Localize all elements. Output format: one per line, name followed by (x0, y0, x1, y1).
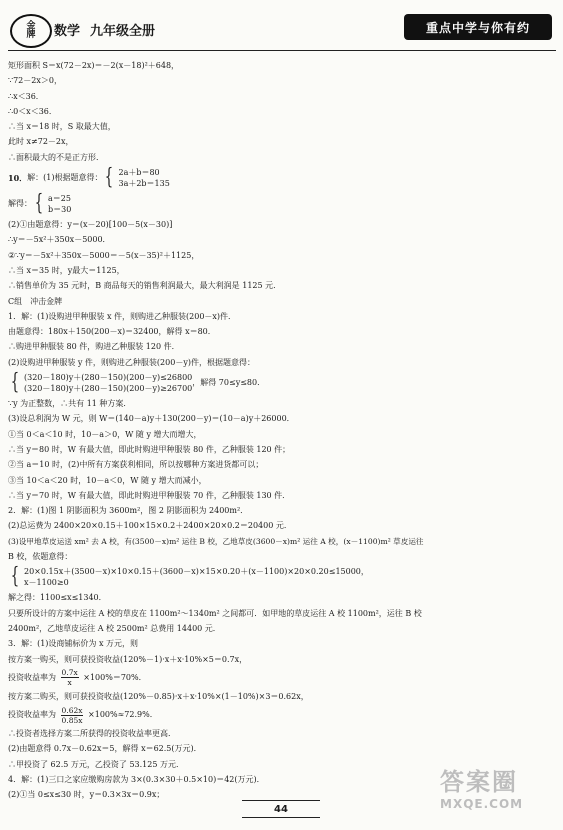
subject-label: 数学 (54, 24, 81, 39)
text-line: (2)设购进甲种服装 y 件，则购进乙种服装(200－y)件，根据题意得： (8, 357, 255, 367)
text-line: ∴当 y＝70 时，W 有最大值，即此时购进甲种服装 70 件，乙种服装 130 件． (8, 490, 291, 500)
logo-text: 金 牌 (26, 21, 36, 40)
equation: 2a＋b＝80 (118, 168, 160, 178)
text-line: 按方案一购买，则可获投资收益(120%－1)·x＋x·10%×5＝0.7x， (8, 654, 248, 664)
inequality-stack (24, 372, 192, 394)
frac-suffix: ×100%≈72.9%． (88, 710, 158, 720)
text-line: ①当 0＜a＜10 时，10－a＞0，W 随 y 增大而增大， (8, 429, 202, 439)
page-header (0, 0, 563, 56)
text-line: 2400m²，乙地草皮运往 A 校 2500m² 总费用 14400 元． (8, 623, 221, 633)
text-line: ∵y 为正整数，∴共有 11 种方案． (8, 399, 132, 409)
q10-system (8, 165, 553, 191)
question-number: 10． (8, 173, 28, 184)
inequality-system (8, 370, 553, 396)
text-line: ∴投资者选择方案二所获得的投资收益率更高． (8, 729, 176, 739)
text-line: ∴当 x＝35 时，y最大＝1125， (8, 265, 125, 275)
frac-suffix: ×100%＝70%． (83, 672, 147, 682)
text-line: ∴面积最大的不是正方形． (8, 152, 104, 162)
answer-content (8, 58, 553, 803)
q10-intro: 解：(1)根据题意得： (27, 173, 103, 183)
solve-label: 解得： (8, 199, 32, 209)
numerator: 0.62x (61, 705, 83, 715)
text-line: ∴销售单价为 35 元时，B 商品每天的销售利润最大，最大利润是 1125 元． (8, 281, 282, 291)
text-line: (2)总运费为 2400×20×0.15＋100×15×0.2＋2400×20×0.2＝20400 元． (8, 521, 292, 531)
equation-system (118, 167, 169, 189)
text-line: 解之得：1100≤x≤1340． (8, 593, 107, 603)
text-line: 矩形面积 S＝x(72－2x)＝－2(x－18)²＋648， (8, 61, 180, 70)
denominator: 0.85x (61, 715, 83, 725)
solution-system (48, 193, 71, 215)
inequality: (320－180)y＋(280－150)(200－y)≤26800 (24, 373, 193, 383)
text-line: (2)由题意得 0.7x－0.62x＝5，解得 x＝62.5(万元)． (8, 744, 202, 754)
inequality: (320－180)y＋(280－150)(200－y)≥26700 (24, 384, 193, 394)
text-line: (3)设总利润为 W 元，则 W＝(140－a)y＋130(200－y)＝(10－a)y＋26000． (8, 414, 295, 424)
text-line: 2．解：(1)图 1 阴影面积为 3600m²，图 2 阴影面积为 2400m²． (8, 506, 249, 516)
text-line: ∵72－2x＞0， (8, 76, 62, 86)
inequality: 20×0.15x＋(3500－x)×10×0.15＋(3600－x)×15×0.20＋(x－1100)×20×0.20≤15000， (24, 567, 369, 577)
equation: 3a＋2b＝135 (118, 179, 170, 189)
return-rate-1 (8, 667, 553, 689)
brace-icon: { (34, 191, 44, 217)
text-line: ∴甲投资了 62.5 万元，乙投资了 53.125 万元． (8, 759, 184, 769)
section-heading: C组 冲击金牌 (8, 296, 63, 306)
return-rate-2 (8, 704, 553, 726)
text-line: 3．解：(1)设商铺标价为 x 万元，则 (8, 639, 139, 649)
q10-solution (8, 191, 553, 217)
frac-prefix: 投资收益率为 (8, 672, 56, 682)
text-line: ∴当 y＝80 时，W 有最大值，即此时购进甲种服装 80 件，乙种服装 120 件； (8, 444, 291, 454)
brand-banner: 重点中学与你有约 (404, 14, 552, 40)
text-line: ②当 a＝10 时，(2)中所有方案获利相同，所以按哪种方案进货都可以； (8, 460, 264, 470)
watermark-url: MXQE.COM (440, 797, 524, 811)
equation: b＝30 (48, 205, 72, 215)
frac-prefix: 投资收益率为 (8, 710, 56, 720)
text-line: 只要所设计的方案中运往 A 校的草皮在 1100m²～1340m² 之间都可．如甲地的草皮运往 A 校 1100m²，运往 B 校 (8, 608, 422, 618)
watermark-title: 答案圈 (440, 768, 518, 796)
text-line: ③当 10＜a＜20 时，10－a＜0，W 随 y 增大而减小， (8, 475, 207, 485)
cost-stack (24, 566, 369, 588)
text-line: ∴y＝－5x²＋350x－5000． (8, 235, 111, 245)
text-line: ∴当 x＝18 时，S 取最大值， (8, 122, 116, 132)
equation: a＝25 (48, 194, 71, 204)
numerator: 0.7x (61, 668, 78, 678)
inequality: x－1100≥0 (24, 578, 69, 588)
watermark (440, 762, 558, 822)
text-line: 4．解：(1)三口之家应缴购房款为 3×(0.3×30＋0.5×10)＝42(万元)． (8, 774, 265, 784)
fraction (61, 706, 84, 725)
denominator: x (67, 678, 72, 688)
text-line: B 校，依题意得： (8, 552, 73, 562)
text-line: ②∵y＝－5x²＋350x－5000＝－5(x－35)²＋1125， (8, 250, 200, 260)
logo-icon (10, 14, 52, 48)
inequality-result: ，解得 70≤y≤80． (192, 378, 266, 388)
grade-label: 九年级全册 (90, 24, 156, 39)
text-line: ∴x＜36． (8, 91, 44, 101)
brace-icon: { (10, 370, 20, 396)
text-line: 1．解：(1)设购进甲种服装 x 件，则购进乙种服装(200－x)件． (8, 311, 237, 321)
text-line: (3)设甲地草皮运送 xm² 去 A 校，有(3500－x)m² 运往 B 校，乙地草皮(3600－x)m² 运往 A 校，(x－1100)m² 草皮运往 (8, 536, 424, 546)
text-line: (2)①由题意得：y＝(x－20)[100－5(x－30)] (8, 220, 173, 230)
fraction (61, 668, 79, 687)
brace-icon: { (10, 564, 20, 590)
header-rule (8, 50, 556, 51)
page-number: 44 (242, 800, 320, 818)
text-line: 按方案二购买，则可获投资收益(120%－0.85)·x＋x·10%×(1－10%)×3＝0.62x， (8, 691, 309, 701)
text-line: ∴购进甲种服装 80 件，购进乙种服装 120 件． (8, 342, 180, 352)
text-line: (2)①当 0≤x≤30 时，y＝0.3×3x＝0.9x； (8, 790, 165, 800)
brace-icon: { (105, 165, 114, 191)
text-line: 此时 x≠72－2x， (8, 137, 74, 147)
text-line: 由题意得：180x＋150(200－x)＝32400，解得 x＝80． (8, 327, 216, 337)
cost-system (8, 564, 553, 590)
text-line: ∴0＜x＜36． (8, 106, 57, 116)
